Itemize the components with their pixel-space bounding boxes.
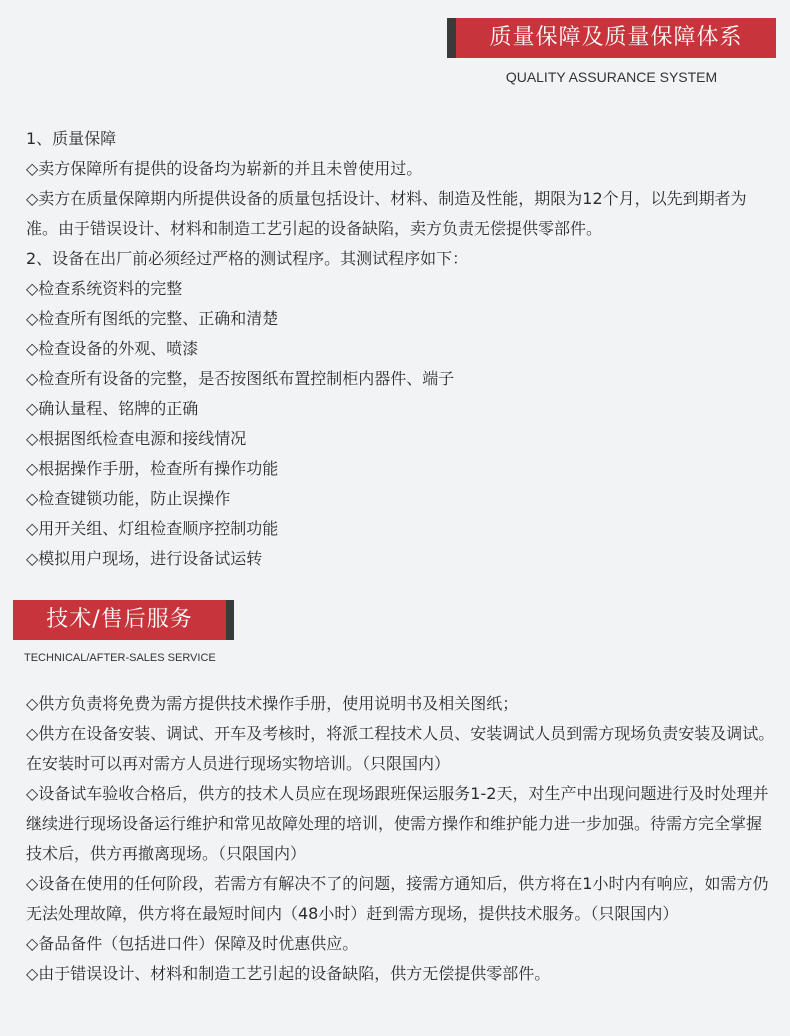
paragraph: ◇检查设备的外观、喷漆: [26, 339, 199, 358]
paragraph: ◇检查系统资料的完整: [26, 279, 183, 298]
section1-subtitle: QUALITY ASSURANCE SYSTEM: [505, 69, 718, 85]
paragraph: 2、设备在出厂前必须经过严格的测试程序。其测试程序如下：: [26, 249, 469, 268]
section1-title: 质量保障及质量保障体系: [456, 18, 776, 58]
paragraph: ◇检查键锁功能，防止误操作: [26, 489, 231, 508]
section2-header-banner: [13, 600, 234, 640]
paragraph: ◇设备在使用的任何阶段，若需方有解决不了的问题，接需方通知后，供方将在1小时内有响应，如需方仍无法处理故障，供方将在最短时间内（48小时）赶到需方现场，提供技术服务。（只限国内）: [26, 874, 769, 923]
quality-assurance-content: [26, 124, 776, 574]
paragraph: ◇由于错误设计、材料和制造工艺引起的设备缺陷，供方无偿提供零部件。: [26, 964, 551, 983]
paragraph: ◇设备试车验收合格后，供方的技术人员应在现场跟班保运服务1-2天，对生产中出现问题进行及时处理并继续进行现场设备运行维护和常见故障处理的培训，使需方操作和维护能力进一步加强。待需方完全掌握技术后，供方再撤离现场。（只限国内）: [26, 784, 769, 863]
section2-subtitle: TECHNICAL/AFTER-SALES SERVICE: [24, 652, 216, 664]
paragraph: ◇卖方保障所有提供的设备均为崭新的并且未曾使用过。: [26, 159, 423, 178]
banner-accent-bar: [226, 600, 234, 640]
paragraph: ◇卖方在质量保障期内所提供设备的质量包括设计、材料、制造及性能，期限为12个月，以先到期者为准。由于错误设计、材料和制造工艺引起的设备缺陷，卖方负责无偿提供零部件。: [26, 189, 747, 238]
paragraph: ◇检查所有设备的完整，是否按图纸布置控制柜内器件、端子: [26, 369, 455, 388]
paragraph: ◇根据图纸检查电源和接线情况: [26, 429, 247, 448]
paragraph: ◇供方负责将免费为需方提供技术操作手册，使用说明书及相关图纸；: [26, 694, 519, 713]
banner-accent-bar: [447, 18, 456, 58]
paragraph: ◇根据操作手册，检查所有操作功能: [26, 459, 279, 478]
section2-title: 技术/售后服务: [13, 600, 226, 640]
paragraph: ◇供方在设备安装、调试、开车及考核时，将派工程技术人员、安装调试人员到需方现场负责安装及调试。在安装时可以再对需方人员进行现场实物培训。（只限国内）: [26, 724, 775, 773]
paragraph: ◇用开关组、灯组检查顺序控制功能: [26, 519, 279, 538]
paragraph: 1、质量保障: [26, 129, 117, 148]
paragraph: ◇检查所有图纸的完整、正确和清楚: [26, 309, 279, 328]
section1-header-banner: [447, 18, 776, 58]
paragraph: ◇模拟用户现场，进行设备试运转: [26, 549, 263, 568]
paragraph: ◇确认量程、铭牌的正确: [26, 399, 199, 418]
paragraph: ◇备品备件（包括进口件）保障及时优惠供应。: [26, 934, 359, 953]
after-sales-service-content: [26, 689, 776, 989]
